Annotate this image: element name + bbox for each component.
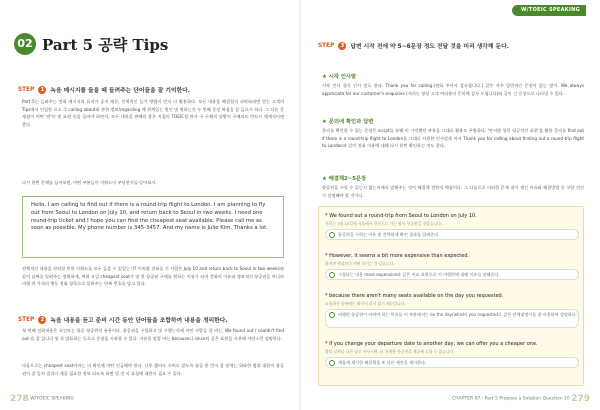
- circle-icon: [329, 312, 335, 318]
- step-1-heading: [18, 85, 190, 94]
- bullet-text-3: 항공편을 구할 수 있는지 없는지에서 말해주는 것이 해결책 전한의 핵심이다. 그 다음으로 이러한 문제 점이 생긴 이유와 해결방법 등 구할 것인가 설명해야 할 것이다.: [322, 185, 584, 198]
- footer-right-text: CHAPTER 07 · Part 5 Propose a Solution Question 10: [452, 396, 570, 402]
- example-message-box: Hello, I am calling to find out if there is a round-trip flight to London. I am planning to fly out from Seoul to London on July 10, and return back to Seoul in two weeks. I need one round-trip ticket and I hope you can find the cheapest seat available. Please call me as soon as possible. My phone number is 345-3457. And my name is Julie Kim. Thanks a lot.: [22, 196, 284, 258]
- star-icon: ★: [322, 119, 327, 125]
- bullet-heading-3: ★ 해결책2~5문장: [322, 176, 367, 182]
- example-translation: 요청하신 날짜에는 좌석이 많지 않기 때문입니다.: [325, 301, 406, 306]
- step-text: 녹음 내용을 듣고 준비 시간 동안 단어들을 조합하여 내용을 정리한다.: [50, 318, 228, 324]
- footer-left-text: W/TOEIC SPEAKING: [30, 396, 74, 402]
- step-2-paragraph-2: 다음으로는 cheapest seat이라는 비 확인에 어떤 인급해야 한다. 너무 짧아도 오버도 않도록 항공 한 번이 잘 맞게는 위와한 범위 대한이 항공권이 잘 일치 결과가 제공 필요한 정보 되도록 하면 될 것 이 요청에 대한이 필요 수 있다.: [22, 363, 284, 376]
- star-icon: ★: [322, 176, 327, 182]
- example-sentence: * If you change your departure date to another day, we can offer you a cheaper one.: [325, 341, 538, 347]
- step-3-heading: [318, 41, 509, 50]
- step-text: 녹음 메시지를 들을 때 들려주는 단어들을 잘 기억한다.: [50, 88, 190, 94]
- footer-left: [10, 394, 74, 404]
- circle-icon: [329, 232, 335, 238]
- step-label: STEP: [18, 317, 35, 323]
- circle-icon: [329, 360, 335, 366]
- page-number-right: 279: [571, 394, 590, 404]
- step-label: STEP: [318, 43, 335, 49]
- circle-icon: [329, 272, 335, 278]
- example-sentence: * because there aren't many seats available on the day you requested.: [325, 293, 504, 299]
- example-translation: 저희는 7월 10일에 서울에서 런던으로 가는 왕복 항공편을 찾았습니다.: [325, 221, 443, 226]
- step-2-paragraph-1: 첫 번째 전화내용은 포인트는 항공 항공편의 유무이다. 항공권을 구입하고 및 구했는지에 어떤 사람들 할 바는, We found out / couldn't find out-을 잘 입니다 및 꼭 발표하는 동으로 문장을 시작할 수 있다. 자유롭 말할 바는 because나 since의 같은 표현을 사용해 자연스런 설명한다.: [22, 328, 284, 341]
- example-note: 그렇다는 내용 more expensive와 같은 비교 표현으로 이 비행편에 대해 이유를 말해준다.: [325, 269, 579, 280]
- page-number-left: 278: [10, 394, 29, 404]
- step-1-paragraph-3: 전체적인 내용을 파악할 만한 키워드를 모두 들을 수 있었는가? 이처럼 전화를 건 사람은 July 10 and return back to Seoul in two weeks와 같이 날짜를 알려주는 정확하게, 여러 요일 cheapest seat가 및 한 항공권 구매를 원하는 이유가 되며 전화의 이유와 정보적인 항공권을 아니라 비행 편 가격의 행동 전화 항목으로 알려주는 반복 번호를 담고 있다.: [22, 266, 284, 287]
- example-sentences-box: [318, 206, 584, 386]
- bullet-heading-2: ★ 문의에 확인과 답변: [322, 119, 374, 125]
- section-title: [14, 33, 168, 55]
- bullet-text-2: 문의를 확인할 수 있는 문장은 script를 통해 이 기억했던 부분을 그대로 활용도 무방하다. '반지방 항목 평균적인 표현'을 활용 문의를 find out if there is a round-trip flight to London을 그대로 사용한 인사말과 아서 Thank you for calling about finding out a round-trip flight to London과 같이 전화 이유에 대해 다시 한번 확인하는 것도 좋다.: [322, 128, 584, 149]
- section-number: 02: [14, 33, 36, 55]
- footer-right: [452, 394, 590, 404]
- example-note: 새롭게 제시한 해결책을 또 다른 제안을 제시한다.: [325, 357, 579, 368]
- example-sentence: * However, it seems a bit more expensive than expected.: [325, 253, 470, 259]
- step-number: 1: [38, 86, 46, 94]
- book-gutter: [299, 0, 301, 410]
- step-text: 답변 시작 전에 약 5~6문장 정도 전달 것을 미리 생각해 둔다.: [350, 44, 509, 50]
- example-translation: 하지만 예상보다 비싸 보이는 것 같습니다.: [325, 261, 395, 266]
- example-translation: 출발 날짜를 다른 날로 바꾸시면, 더 저렴한 항공권을 제공해 드릴 수 있습니다.: [325, 349, 455, 354]
- star-icon: ★: [322, 74, 327, 80]
- example-note: 비행편 항공편이 비싸야 하는 이유를 이 부분에서는 on the day(which) you requested로 같은 관계대명사를 잘 이용하여 설명하다.: [325, 309, 579, 328]
- step-1-paragraph-2: 다시 한번 문제를 들어보면, 어떤 부분들이 키워드이 부당한지를 알아보자.: [22, 180, 157, 185]
- example-note: 항공편을 구하는 이유 및 간략하게 확인 결과를 알려준다.: [325, 229, 579, 240]
- step-label: STEP: [18, 87, 35, 93]
- bullet-heading-1: ★ 시작 인사말: [322, 74, 357, 80]
- step-2-heading: [18, 315, 228, 324]
- example-sentence: * We found out a round-trip from Seoul to London on July 10.: [325, 213, 477, 219]
- step-number: 2: [38, 316, 46, 324]
- step-1-paragraph-1: Part 5는 들려주는 전화 메시지의 요지가 공지 때문, 인력적인 들기 방법이 먼저 더 활용하다. 모든 내용을 해결할지 파악하려면 얻는 고객의 Tips에서 인일한 요소 즉 calling about와 관한 정보/regarding 에 관계있는 원인 및 원하는것 두 번째 문장 복잡을 잘 들으시 하다. 그 다른 문제점이 어떤 '만'이 및 표현 등을 들어야 하면서, 모든 내용을 판례의 좋은 지침의 TOEIC점 관사 구 구체적 상황이 구매되도 반드시 체계적이면 좋다.: [22, 99, 284, 127]
- step-number: 3: [338, 42, 346, 50]
- header-badge: W/TOEIC SPEAKING: [512, 5, 586, 16]
- bullet-text-1: 시작 인사 형식 인사 말로 한다. Thank you for calling.(전화 주셔서 감사합니다.) 같은 자주 일반적인 문장이 있는 말이. We always appreciate for our customer's enquiries.(저희는 항상 고객 여러분의 문의에 감사 드립니다)와 같이 긴 문장으로 나타낼 수 있다.: [322, 83, 584, 96]
- page-title: Part 5 공략 Tips: [42, 35, 169, 54]
